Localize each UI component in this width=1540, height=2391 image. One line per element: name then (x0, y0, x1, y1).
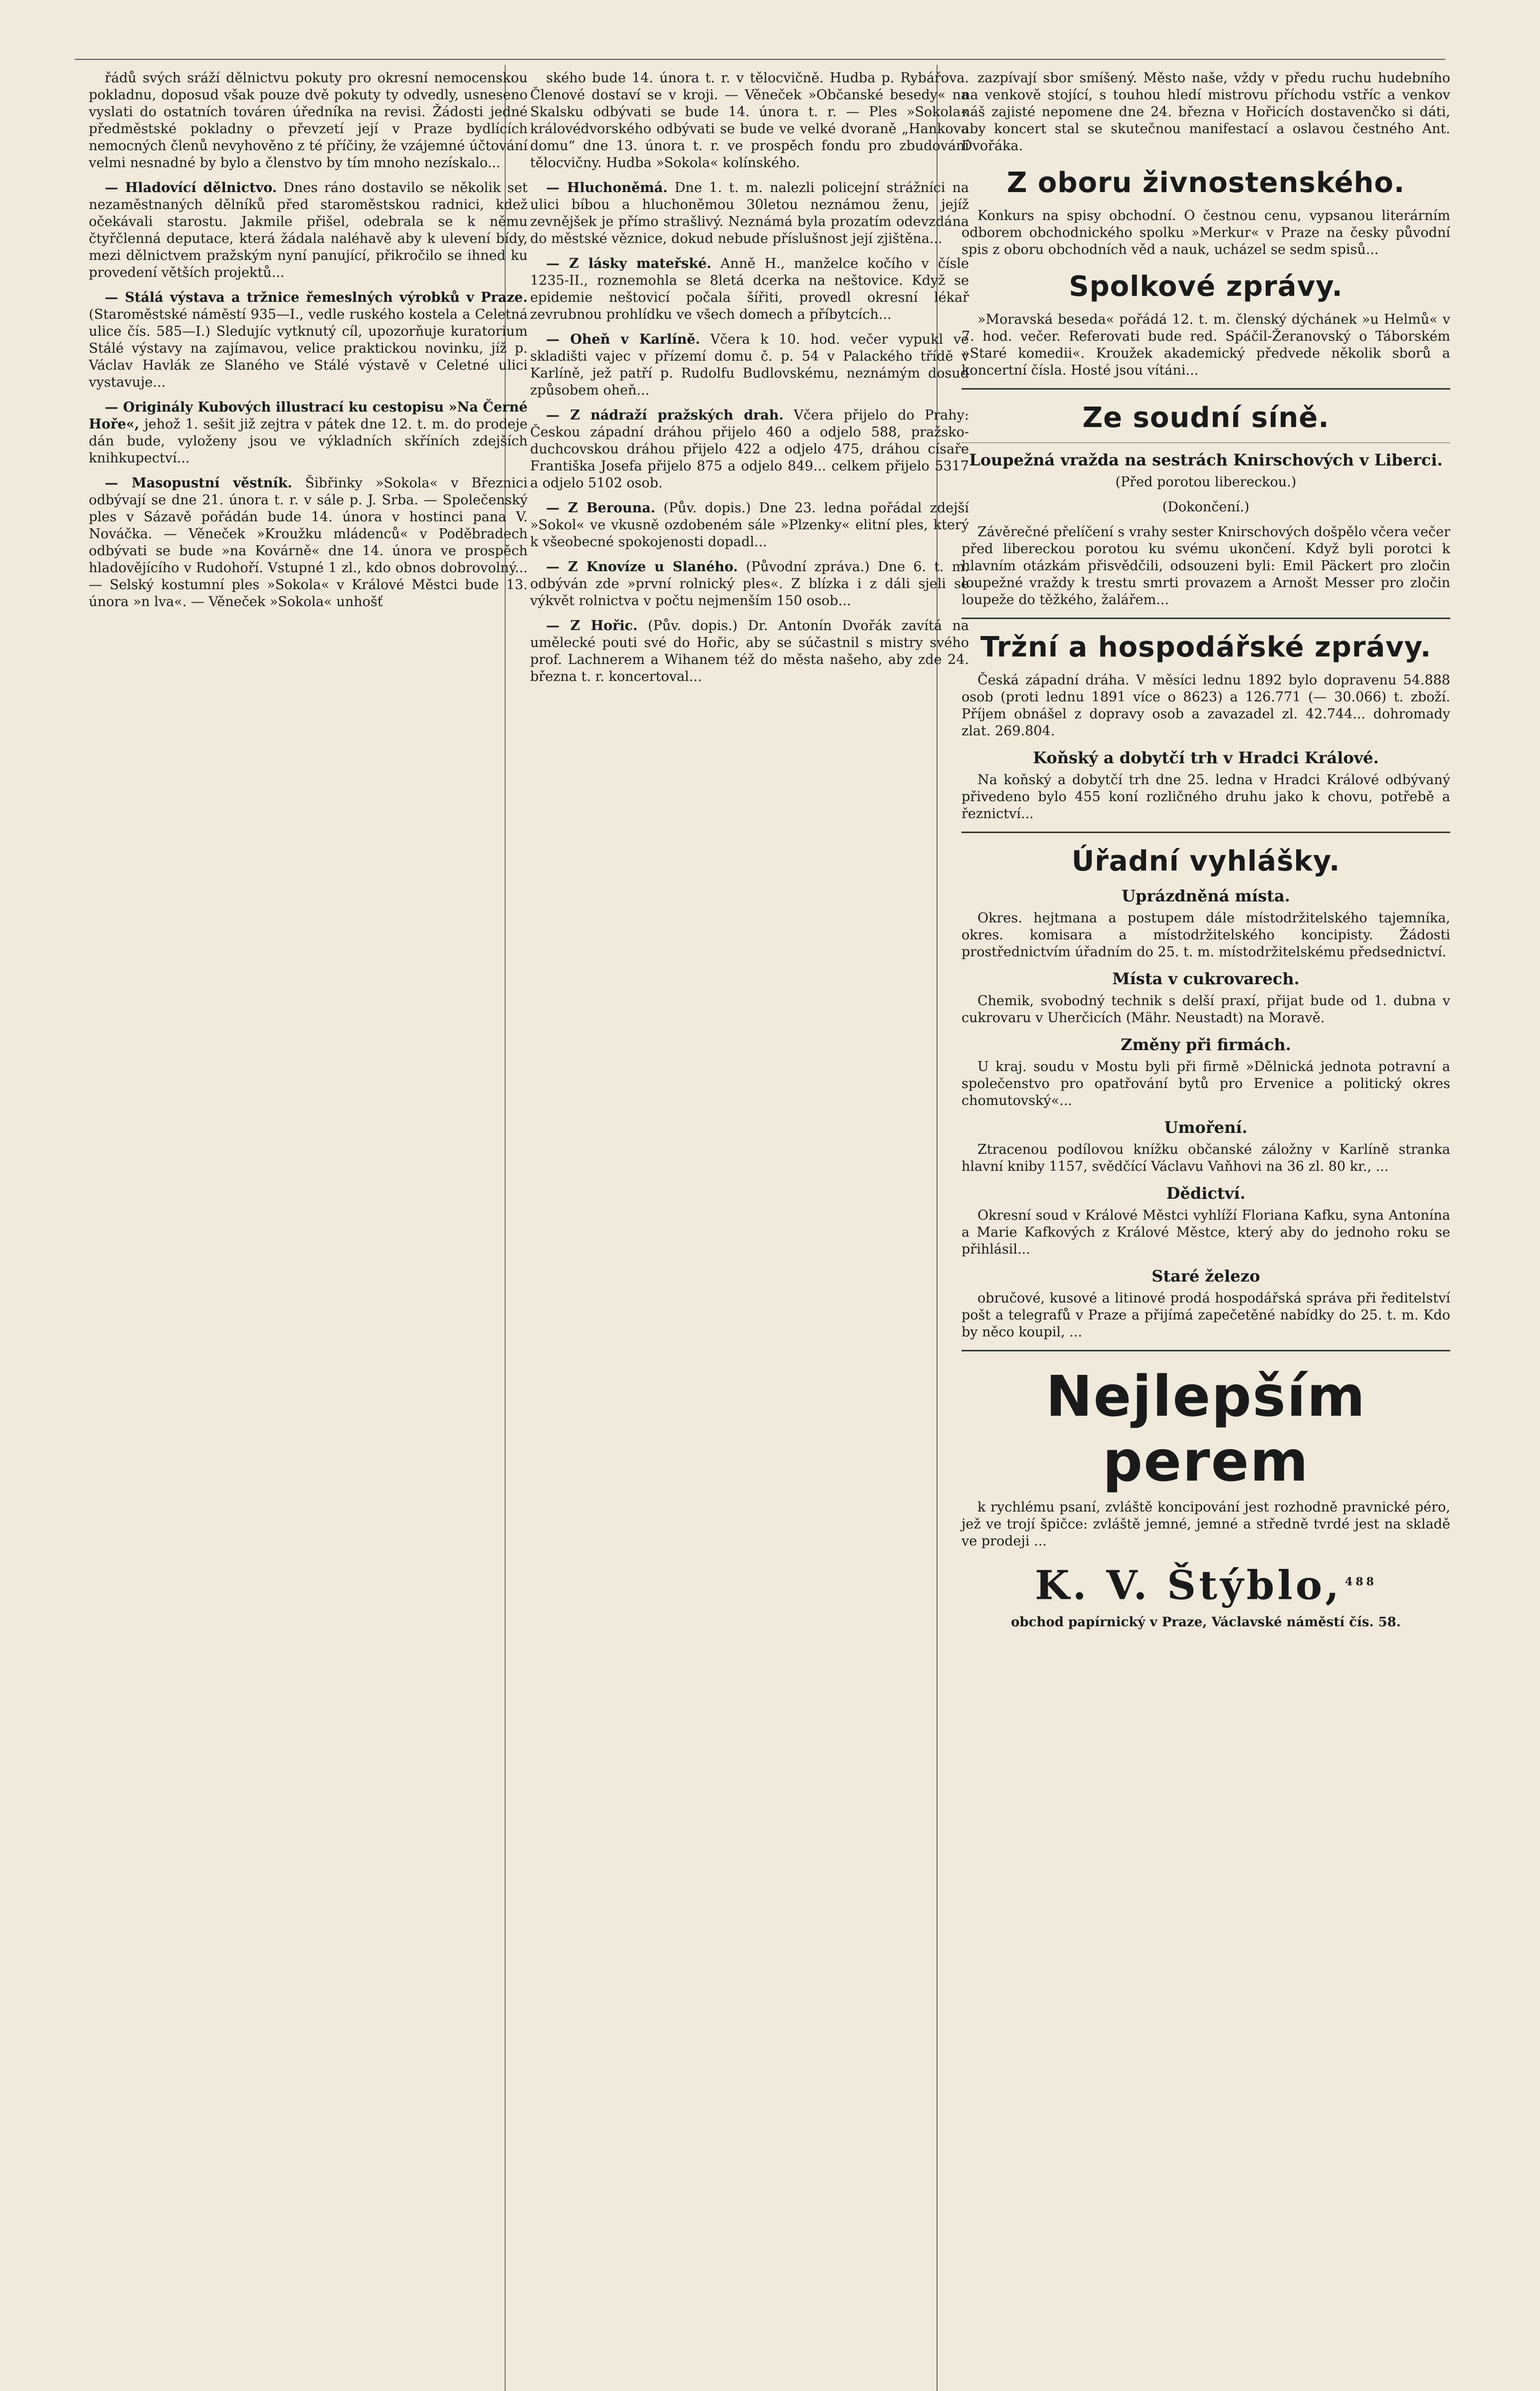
item-heading: Koňský a dobytčí trh v Hradci Králové. (1033, 748, 1379, 767)
item-heading: Dědictví. (1166, 1184, 1246, 1203)
article-paragraph: zazpívají sbor smíšený. Město naše, vždy v předu ruchu hudebního na venkově stojící, s touhou hledí mistrovu příchodu vstříc a venkov náš zajisté nepomene dne 24. března v Hořicích dostavenčko si dáti, aby koncert stal se skutečnou manifestací a oslavou čestného Ant. Dvořáka. (962, 70, 1450, 154)
article-paragraph: řádů svých sráží dělnictvu pokuty pro okresní nemocenskou pokladnu, doposud však pouze dvě pokuty ty odvedly, usneseno vyslati do ostatních továren úředníka na revisi. Žádosti jedné předměstské pokladny o převzetí její v Praze bydlících nemocných členů nevyhověno z té příčiny, že vzájemné účtování velmi nesnadné by bylo a členstvo by tím mnoho nezískalo... (89, 70, 528, 171)
item-title: — Originály Kubových illustrací ku cestopisu »Na Černé Hoře«, (89, 400, 528, 432)
item-title: — Z Knovíze u Slaného. (546, 559, 738, 575)
article-paragraph (530, 331, 969, 399)
item-text: Dne 1. t. m. nalezli policejní strážníci na ulici bíbou a hluchoněmou 30letou neznámou ženu, jejíž zevnějšek je přímo strašlivý. Neznámá byla prozatím odevzdána do městské věznice, dokud nebude příslušnost její zjištěna... (530, 180, 969, 246)
article-paragraph: Ztracenou podílovou knížku občanské záložny v Karlíně stranka hlavní kniby 1157, svědčící Václavu Vaňhovi na 36 zl. 80 kr., ... (962, 1142, 1450, 1174)
item-text: Anně H., manželce kočího v čísle 1235-II., roznemohla se 8letá dcerka na neštovice. Když se epidemie neštovicí počala šířiti, provedl okresní lékař zevrubnou prohlídku ve všech domech a příbytcích... (530, 256, 969, 322)
item-heading: Změny při firmách. (1121, 1035, 1291, 1054)
item-title: — Hladovící dělnictvo. (105, 180, 277, 196)
item-text: Šibřinky »Sokola« v Březnici odbývají se dne 21. února t. r. v sále p. J. Srba. — Společenský ples v Sázavě pořádán bude 14. února v hostinci pana V. Nováčka. — Věneček »Kroužku mládenců« v Poděbradech odbývati se bude »na Kovárně« dne 14. února ve prospěch hladovějícího v Rudohoří. Vstupné 1 zl., kdo obnos dobrovolný... — Selský kostumní ples »Sokola« v Králové Městci bude 13. února »n lva«. — Věneček »Sokola« unhošť (89, 475, 528, 610)
article-paragraph (89, 399, 528, 467)
item-text: Dnes ráno dostavilo se několik set nezaměstnaných dělníků před staroměstskou radnici, kdež očekávali starostu. Jakmile přišel, odebrala se k němu čtyřčlenná deputace, která žádala naléhavě aby k ulevení bídy, mezi dělnictvem pražským nyní panující, přikročilo se ihned ku provedení větších projektů... (89, 180, 528, 280)
item-text: (Pův. dopis.) Dne 23. ledna pořádal zdejší »Sokol« ve vkusně ozdobeném sále »Plzenky« elitní ples, který k všeobecné spokojenosti dopadl... (530, 500, 969, 550)
section-heading: Spolkové zprávy. (1069, 270, 1343, 303)
item-text: Včera přijelo do Prahy: Českou západní dráhou přijelo 460 a odjelo 588, pražsko-duchcovskou dráhou přijelo 422 a odjelo 475, dráhou císaře Františka Josefa přijelo 875 a odjelo 849... celkem přijelo 5317 a odjelo 5102 osob. (530, 408, 969, 491)
article-paragraph: Chemik, svobodný technik s delší praxí, přijat bude od 1. dubna v cukrovaru v Uherčicích (Mähr. Neustadt) na Moravě. (962, 993, 1450, 1026)
divider (962, 388, 1450, 390)
article-paragraph (530, 500, 969, 551)
article-paragraph: ského bude 14. února t. r. v tělocvičně. Hudba p. Rybářova. Členové dostaví se v kroji. — Věneček »Občanské besedy« na Skalsku odbývati se bude 14. února t. r. — Ples »Sokola« královédvorského odbývati se bude ve velké dvoraně „Hankova domu“ dne 13. února t. r. ve prospěch fondu pro zbudování tělocvičny. Hudba »Sokola« kolínského. (530, 70, 969, 171)
article-paragraph: Česká západní dráha. V měsíci lednu 1892 bylo dopravenu 54.888 osob (proti lednu 1891 více o 8623) a 126.771 (— 30.066) t. zboží. Příjem obnášel z dopravy osob a zavazadel zl. 42.744... dohromady zlat. 269.804. (962, 672, 1450, 739)
item-text: (Původní zpráva.) Dne 6. t. m. odbýván zde »první rolnický ples«. Z blízka i z dáli sjeli se výkvět rolnictva v počtu nejmenším 150 osob... (530, 559, 969, 609)
column-1 (75, 70, 542, 2391)
column-2 (516, 70, 983, 2391)
firm-name: K. V. Štýblo, (1035, 1561, 1342, 1609)
article-paragraph (530, 618, 969, 685)
article-paragraph (89, 180, 528, 281)
item-title: — Z Hořic. (546, 618, 638, 634)
divider (962, 832, 1450, 833)
ad-number: 488 (1345, 1575, 1377, 1588)
item-heading: Staré železo (1152, 1267, 1260, 1286)
divider (962, 1350, 1450, 1351)
item-title: — Hluchoněmá. (546, 180, 668, 196)
article-paragraph: Okresní soud v Králové Městci vyhlíží Floriana Kafku, syna Antonína a Marie Kafkových z Králové Městce, který aby do jednoho roku se přihlásil... (962, 1208, 1450, 1257)
item-heading: Uprázdněná místa. (1122, 886, 1290, 905)
item-title: — Oheň v Karlíně. (546, 332, 700, 347)
advertisement-heading: Nejlepším perem (1045, 1364, 1366, 1494)
advertisement-footer: obchod papírnický v Praze, Václavské náměstí čís. 58. (1011, 1614, 1401, 1630)
article-paragraph: Na koňský a dobytčí trh dne 25. ledna v Hradci Králové odbývaný přivedeno bylo 455 koní rozličného druhu jako k chovu, potřebě a řeznictví... (962, 772, 1450, 822)
article-paragraph: obručové, kusové a litinové prodá hospodářská správa při ředitelství pošt a telegrafů v Praze a přijímá zapečetěné nabídky do 25. t. m. Kdo by něco koupil, ... (962, 1291, 1450, 1340)
item-title: — Masopustní věstník. (105, 475, 292, 491)
article-paragraph: U kraj. soudu v Mostu byli při firmě »Dělnická jednota potravní a společenstvo pro opatřování bytů pro Ervenice a politický okres chomutovský«... (962, 1059, 1450, 1108)
article-paragraph (89, 289, 528, 391)
article-paragraph: Okres. hejtmana a postupem dále místodržitelského tajemníka, okres. komisara a místodržitelského koncipisty. Žádosti prostřednictvím úřadním do 25. t. m. místodržitelskému předsednictví. (962, 910, 1450, 960)
column-3 (948, 70, 1464, 2391)
item-title: — Z Berouna. (546, 500, 656, 516)
advertisement-firm (962, 1558, 1450, 1609)
article-paragraph: Závěrečné přelíčení s vrahy sester Knirschových došpělo včera večer před libereckou porotou ku svému ukončení. Když byli porotci k hlavním otázkám přisvědčili, odsouzeni byli: Emil Päckert pro zločin loupežné vraždy k trestu smrti provazem a Arnošt Messer pro zločin loupeže do těžkého, žalářem... (962, 524, 1450, 608)
item-heading: Místa v cukrovarech. (1112, 969, 1300, 988)
article-paragraph (530, 407, 969, 492)
article-heading: Loupežná vražda na sestrách Knirschových v Liberci. (969, 450, 1443, 469)
item-text: jehož 1. sešit již zejtra v pátek dne 12. t. m. do prodeje dán bude, vyloženy jsou ve výkladních skříních zdejších knihkupectví... (89, 417, 528, 466)
divider (962, 618, 1450, 619)
article-paragraph (530, 180, 969, 247)
article-paragraph: Konkurs na spisy obchodní. O čestnou cenu, vypsanou literárním odborem obchodnického spolku »Merkur« v Praze na česky původní spis z oboru obchodních věd a nauk, ucházel se sedm spisů... (962, 208, 1450, 257)
section-heading: Tržní a hospodářské zprávy. (980, 631, 1432, 663)
article-paragraph (530, 255, 969, 323)
top-rule (75, 59, 1445, 60)
article-paragraph: »Moravská beseda« pořádá 12. t. m. členský dýchánek »u Helmů« v 7. hod. večer. Referovati bude red. Spáčil-Žeranovský o Táborském »Staré komedii«. Kroužek akademický předvede několik sborů a koncertní čísla. Hosté jsou vítáni... (962, 312, 1450, 378)
item-text: (Pův. dopis.) Dr. Antonín Dvořák zavítá na umělecké pouti své do Hořic, aby se súčastnil s mistry svého prof. Lachnerem a Wihanem též do města našeho, aby zde 24. března t. r. koncertoval... (530, 618, 969, 684)
item-heading: Umoření. (1164, 1118, 1248, 1137)
item-title: — Z nádraží pražských drah. (546, 408, 784, 423)
article-subheading: (Dokončení.) (1162, 499, 1250, 515)
article-paragraph (89, 475, 528, 611)
item-text: Včera k 10. hod. večer vypukl ve skladišti vajec v přízemí domu č. p. 54 v Palackého třídě v Karlíně, jež patří p. Rudolfu Budlovskému, neznámým dosud způsobem oheň... (530, 332, 969, 398)
section-heading: Ze soudní síně. (1082, 402, 1330, 434)
article-paragraph (530, 559, 969, 610)
item-title: — Stálá výstava a tržnice řemeslných výrobků v Praze. (105, 290, 528, 305)
item-title: — Z lásky mateřské. (546, 256, 712, 271)
item-text: (Staroměstské náměstí 935—I., vedle ruského kostela a Celetná ulice čís. 585—I.) Sledujíc vytknutý cíl, upozorňuje kuratorium Stálé výstavy na zajímavou, velice praktickou novinku, jíž p. Václav Havlák ze Slaného ve Stálé výstavě v Celetné ulici vystavuje... (89, 307, 528, 390)
divider (962, 442, 1450, 443)
section-heading: Úřadní vyhlášky. (1071, 845, 1341, 877)
advertisement-text: k rychlému psaní, zvláště koncipování jest rozhodně pravnické péro, jež ve trojí špičce: zvláště jemné, jemné a středně tvrdé jest na skladě ve prodeji ... (962, 1500, 1450, 1549)
article-subheading: (Před porotou libereckou.) (1115, 474, 1297, 490)
section-heading: Z oboru živnostenského. (1006, 167, 1405, 199)
